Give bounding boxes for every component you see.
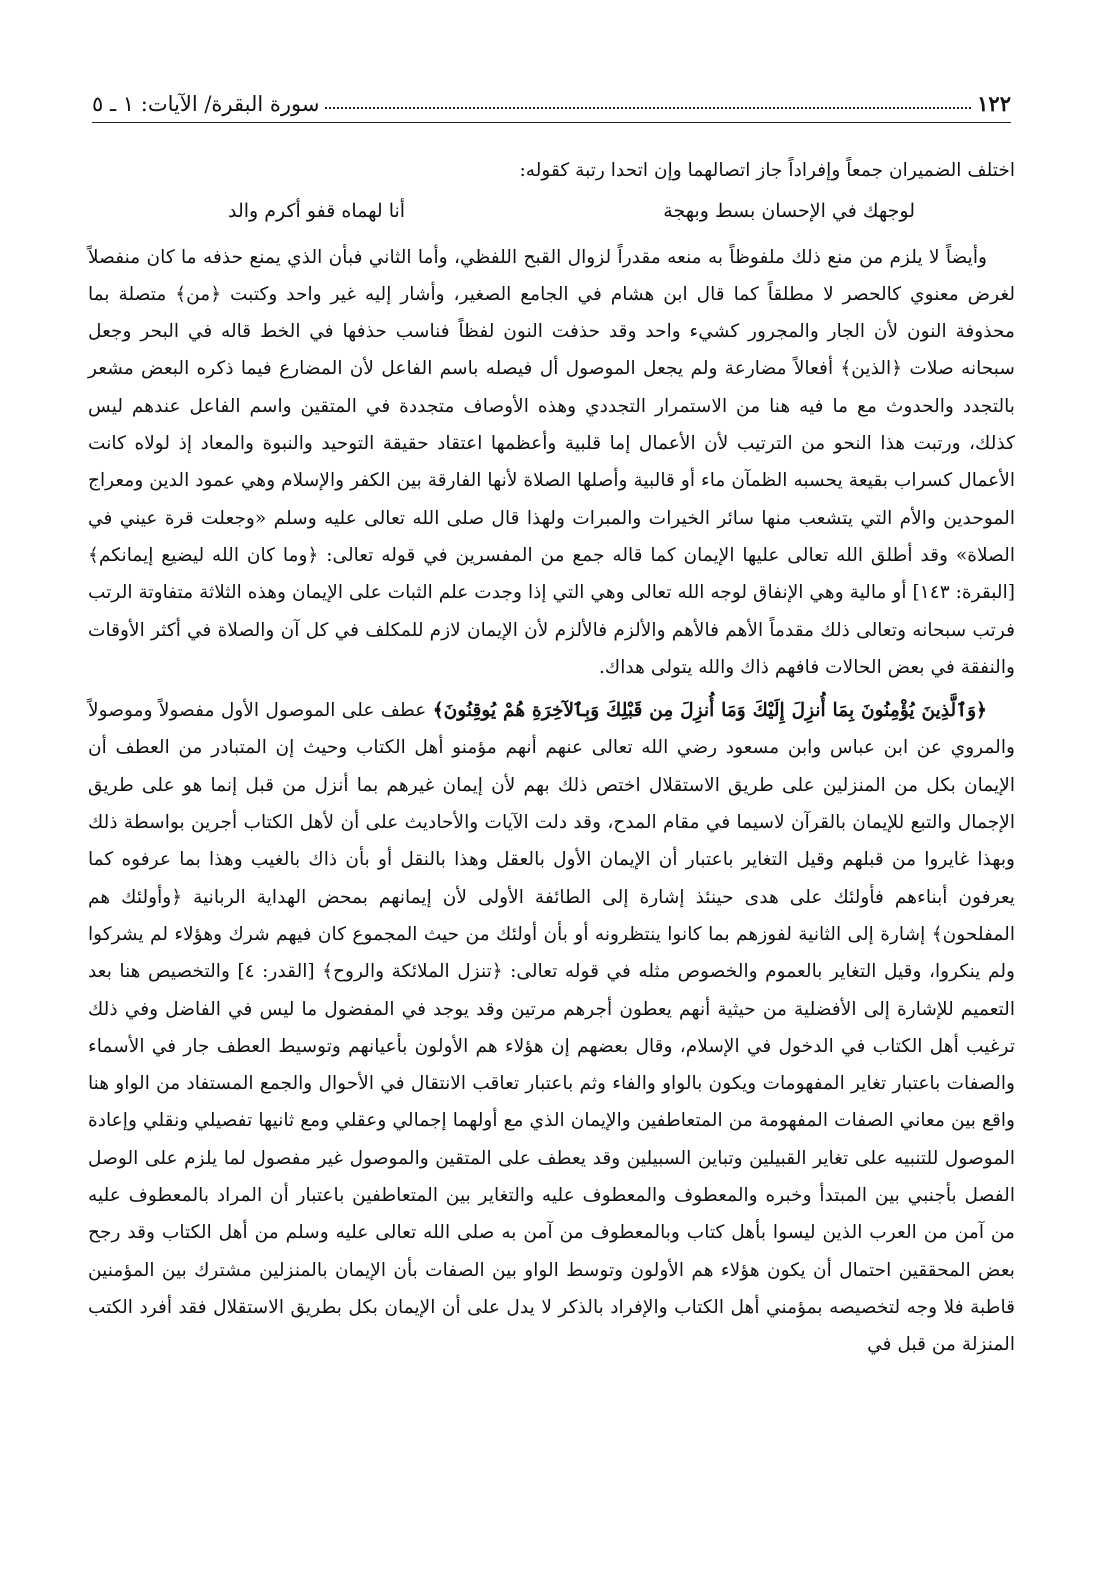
verse-second-hemistich: أنا لهماه قفو أكرم والد (228, 200, 406, 223)
text-body (88, 152, 1015, 1364)
commentary-paragraph-1: وأيضاً لا يلزم من منع ذلك ملفوظاً به منعه مقدراً لزوال القبح اللفظي، وأما الثاني فبأن الذي يمنع حذفه ما كان منفصلاً لغرض معنوي كالحصر لا مطلقاً كما قال ابن هشام في الجامع الصغير، وأشار إليه غير واحد وكتبت ﴿من﴾ متصلة بما محذوفة النون لأن الجار والمجرور كشيء واحد وقد حذفت النون لفظاً فناسب حذفها في الخط قاله في البحر وجعل سبحانه صلات ﴿الذين﴾ أفعالاً مضارعة ولم يجعل الموصول أل فيصله باسم الفاعل لأن المضارع فيما ذكره البعض مشعر بالتجدد والحدوث مع ما فيه هنا من الاستمرار التجددي وهذه الأوصاف متجددة في المتقين واسم الفاعل عندهم ليس كذلك، ورتبت هذا النحو من الترتيب لأن الأعمال إما قلبية وأعظمها اعتقاد حقيقة التوحيد والنبوة والمعاد إذ لولاه كانت الأعمال كسراب بقيعة يحسبه الظمآن ماء أو قالبية وأصلها الصلاة لأنها الفارقة بين الكفر والإسلام وهي عمود الدين ومعراج الموحدين والأم التي يتشعب منها سائر الخيرات والمبرات ولهذا قال صلى الله تعالى عليه وسلم «وجعلت قرة عيني في الصلاة» وقد أطلق الله تعالى عليها الإيمان كما قاله جمع من المفسرين في قوله تعالى: ﴿وما كان الله ليضيع إيمانكم﴾ [البقرة: ١٤٣] أو مالية وهي الإنفاق لوجه الله تعالى وهي التي إذا وجدت علم الثبات على الإيمان وهذه الثلاثة متفاوتة الرتب فرتب سبحانه وتعالى ذلك مقدماً الأهم فالأهم والألزم فالألزم لأن الإيمان لازم للمكلف في كل آن والصلاة في أكثر الأوقات والنفقة في بعض الحالات فافهم ذاك والله يتولى هداك. (88, 246, 1015, 678)
header-title: سورة البقرة/ الآيات: ١ ـ ٥ (92, 92, 320, 116)
verse-first-hemistich: لوجهك في الإحسان بسط وبهجة (663, 200, 915, 223)
running-header (92, 84, 1011, 123)
verse-commentary-text: عطف على الموصول الأول مفصولاً وموصولاً والمروي عن ابن عباس وابن مسعود رضي الله تعالى عنهم أنهم مؤمنو أهل الكتاب وحيث إن المتبادر من العطف أن الإيمان بكل من المنزلين على طريق الاستقلال اختص ذلك بهم لأن إيمان غيرهم بما أنزل من قبل إنما هو على طريق الإجمال والتبع للإيمان بالقرآن لاسيما في مقام المدح، وقد دلت الآيات والأحاديث على أن لأهل الكتاب أجرين بواسطة ذلك وبهذا غايروا من قبلهم وقيل التغاير باعتبار أن الإيمان الأول بالعقل وهذا بالنقل أو بأن ذاك بالغيب وهذا بما عرفوه كما يعرفون أبناءهم فأولئك على هدى حينئذ إشارة إلى الطائفة الأولى لأن إيمانهم بمحض الهداية الربانية ﴿وأولئك هم المفلحون﴾ إشارة إلى الثانية لفوزهم بما كانوا ينتظرونه أو بأن أولئك من حيث المجموع كان فيهم شرك وهؤلاء لم يشركوا ولم ينكروا، وقيل التغاير بالعموم والخصوص مثله في قوله تعالى: ﴿تنزل الملائكة والروح﴾ [القدر: ٤] والتخصيص هنا بعد التعميم للإشارة إلى الأفضلية من حيثية أنهم يعطون أجرهم مرتين وقد يوجد في المفضول ما ليس في الفاضل وفي ذلك ترغيب أهل الكتاب في الدخول في الإسلام، وقال بعضهم إن هؤلاء هم الأولون بأعيانهم وتوسيط العطف جار في الأسماء والصفات باعتبار تغاير المفهومات ويكون بالواو والفاء وثم باعتبار تعاقب الانتقال في الأحوال والجمع المستفاد من الواو هنا واقع بين معاني الصفات المفهومة من المتعاطفين والإيمان الذي مع أولهما إجمالي وعقلي ومع ثانيها تفصيلي ونقلي وإعادة الموصول للتنبيه على تغاير القبيلين وتباين السبيلين وقد يعطف على المتقين والموصول غير مفصول لما يلزم على الوصل الفصل بأجنبي بين المبتدأ وخبره والمعطوف والمعطوف عليه والتغاير بين المتعاطفين باعتبار أن المراد بالمعطوف عليه من آمن من العرب الذين ليسوا بأهل كتاب وبالمعطوف من آمن به صلى الله تعالى عليه وسلم من أهل الكتاب وقد رجح بعض المحققين احتمال أن يكون هؤلاء هم الأولون وتوسط الواو بين الصفات بأن الإيمان بالمنزلين مشترك بين المؤمنين قاطبة فلا وجه لتخصيصه بمؤمني أهل الكتاب والإفراد بالذكر لا يدل على أن الإيمان بكل بطريق الاستقلال فقد أفرد الكتب المنزلة من قبل في (88, 700, 1015, 1356)
intro-line: اختلف الضميران جمعاً وإفراداً جاز اتصالهما وإن اتحدا رتبة كقوله: (519, 160, 1015, 181)
commentary-paragraph-2 (88, 692, 1015, 1363)
header-dot-leader (325, 107, 971, 109)
quran-verse-quote: ﴿وَٱلَّذِينَ يُؤْمِنُونَ بِمَا أُنزِلَ إِلَيْكَ وَمَا أُنزِلَ مِن قَبْلِكَ وَبِٱلآخِرَةِ هُمْ يُوقِنُونَ﴾ (432, 700, 987, 722)
page-number: ١٢٢ (977, 91, 1011, 116)
poetry-verse (88, 193, 1015, 230)
